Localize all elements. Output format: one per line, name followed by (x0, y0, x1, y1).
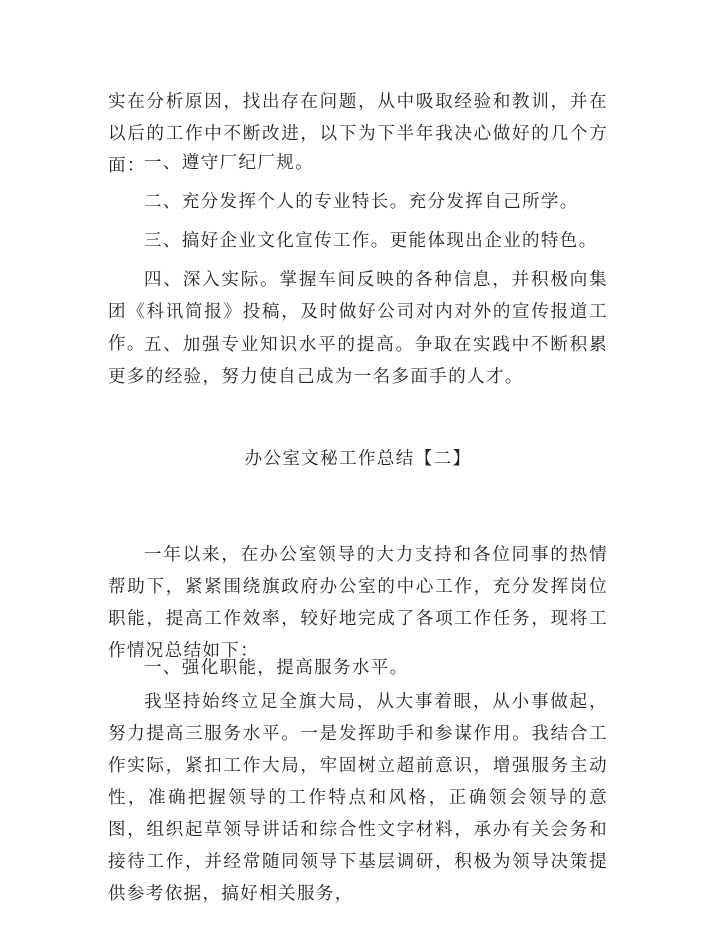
point-1: 一、遵守厂纪厂规。 (144, 153, 315, 173)
point-3: 三、搞好企业文化宣传工作。更能体现出企业的特色。 (144, 231, 598, 251)
point-4: 四、深入实际。掌握车间反映的各种信息，并积极向集团《科讯简报》投稿，及时做好公司对内对外的宣传报道工作。 (108, 270, 608, 354)
point-2: 二、充分发挥个人的专业特长。充分发挥自己所学。 (144, 192, 579, 212)
point-5: 五、加强专业知识水平的提高。争取在实践中不断积累更多的经验，努力使自己成为一名多面手的人才。 (108, 335, 608, 387)
intro-paragraph: 实在分析原因，找出存在问题，从中吸取经验和教训，并在以后的工作中不断改进，以下为下半年我决心做好的几个方面： (108, 92, 608, 176)
section-body-paragraph: 我坚持始终立足全旗大局，从大事着眼，从小事做起，努力提高三服务水平。一是发挥助手和参谋作用。我结合工作实际，紧扣工作大局，牢固树立超前意识，增强服务主动性，准确把握领导的工作特点和风格，正确领会领导的意图，组织起草领导讲话和综合性文字材料，承办有关会务和接待工作，并经常随同领导下基层调研，积极为领导决策提供参考依据，搞好相关服务， (108, 692, 608, 904)
section-title: 办公室文秘工作总结【二】 (244, 449, 472, 469)
section-intro-paragraph: 一年以来，在办公室领导的大力支持和各位同事的热情帮助下，紧紧围绕旗政府办公室的中心工作，充分发挥岗位职能，提高工作效率，较好地完成了各项工作任务，现将工作情况总结如下： (108, 545, 608, 661)
section-point-1: 一、强化职能，提高服务水平。 (144, 658, 409, 678)
